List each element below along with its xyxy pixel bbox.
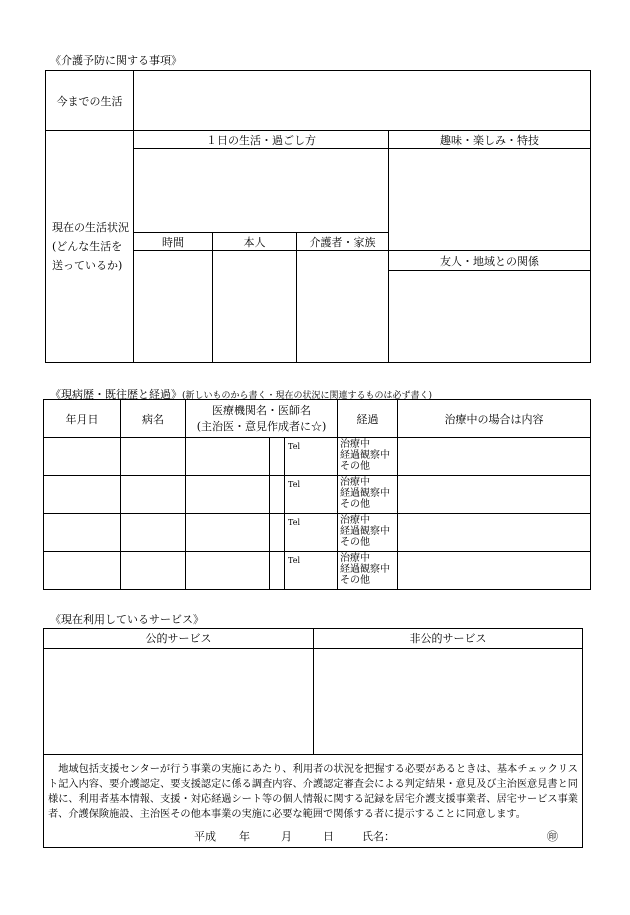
- option-observation[interactable]: 経過観察中: [340, 450, 390, 461]
- option-treating[interactable]: 治療中: [340, 515, 370, 526]
- time-header: 時間: [134, 233, 213, 251]
- seal-mark: ㊞: [547, 830, 558, 843]
- progress-options: [338, 514, 398, 552]
- private-service-header: 非公的サービス: [314, 629, 582, 649]
- option-other[interactable]: その他: [340, 461, 370, 472]
- disease-field[interactable]: [121, 438, 186, 476]
- table-row: [44, 438, 591, 476]
- date-field[interactable]: [44, 476, 121, 514]
- disease-field[interactable]: [121, 552, 186, 590]
- public-service-header: 公的サービス: [44, 629, 314, 649]
- tel-field[interactable]: [285, 476, 338, 514]
- public-service-field[interactable]: [44, 649, 314, 754]
- option-treating[interactable]: 治療中: [340, 477, 370, 488]
- tel-field[interactable]: [285, 514, 338, 552]
- tel-label: Tel: [288, 442, 301, 451]
- name-field[interactable]: [399, 828, 549, 841]
- star-field[interactable]: [270, 552, 285, 590]
- disease-header: 病名: [121, 400, 186, 438]
- treatment-field[interactable]: [398, 514, 591, 552]
- date-field[interactable]: [44, 552, 121, 590]
- name-label: 氏名：: [362, 830, 395, 843]
- option-other[interactable]: その他: [340, 499, 370, 510]
- progress-header: 経過: [338, 400, 398, 438]
- option-other[interactable]: その他: [340, 537, 370, 548]
- tel-label: Tel: [288, 480, 301, 489]
- option-observation[interactable]: 経過観察中: [340, 526, 390, 537]
- tel-field[interactable]: [285, 552, 338, 590]
- family-header: 介護者・家族: [297, 233, 389, 251]
- institution-field[interactable]: [186, 476, 270, 514]
- institution-header: 医療機関名・医師名 (主治医・意見作成者に☆): [186, 400, 338, 438]
- table-row: [44, 514, 591, 552]
- medical-history-table: [43, 399, 591, 590]
- date-field[interactable]: [44, 514, 121, 552]
- table-row: [44, 476, 591, 514]
- tel-field[interactable]: [285, 438, 338, 476]
- daily-life-header: １日の生活・過ごし方: [134, 131, 389, 149]
- era-label: 平成: [194, 830, 216, 843]
- date-header: 年月日: [44, 400, 121, 438]
- table-row: [44, 552, 591, 590]
- disease-field[interactable]: [121, 514, 186, 552]
- services-box: [43, 628, 583, 848]
- hobby-header: 趣味・楽しみ・特技: [389, 131, 591, 149]
- institution-field[interactable]: [186, 514, 270, 552]
- signature-line: [44, 828, 582, 842]
- day-label: 日: [323, 830, 334, 843]
- section3-title: 《現在利用しているサービス》: [50, 613, 204, 626]
- option-observation[interactable]: 経過観察中: [340, 564, 390, 575]
- option-treating[interactable]: 治療中: [340, 439, 370, 450]
- consent-text: 地域包括支援センターが行う事業の実施にあたり、利用者の状況を把握する必要があるときは、基本チェックリスト記入内容、要介護認定、要支援認定に係る調査内容、介護認定審査会による判定結果・意見及び主治医意見書と同様に、利用者基本情報、支援・対応経過シート等の個人情報に関する記録を居宅介護支援事業者、居宅サービス事業者、介護保険施設、主治医その他本事業の実施に必要な範囲で関係する者に提示することに同意します。: [48, 764, 578, 820]
- progress-options: [338, 438, 398, 476]
- family-field[interactable]: [297, 251, 389, 363]
- tel-label: Tel: [288, 518, 301, 527]
- section1-title: 《介護予防に関する事項》: [50, 54, 182, 67]
- time-field[interactable]: [134, 251, 213, 363]
- treatment-field[interactable]: [398, 476, 591, 514]
- star-field[interactable]: [270, 476, 285, 514]
- section2-note: (新しいものから書く・現在の状況に関連するものは必ず書く): [182, 391, 433, 401]
- star-field[interactable]: [270, 514, 285, 552]
- treatment-header: 治療中の場合は内容: [398, 400, 591, 438]
- self-header: 本人: [213, 233, 297, 251]
- self-field[interactable]: [213, 251, 297, 363]
- star-field[interactable]: [270, 438, 285, 476]
- past-life-field[interactable]: [134, 71, 591, 131]
- month-label: 月: [281, 830, 292, 843]
- daily-life-field[interactable]: [134, 149, 389, 233]
- option-other[interactable]: その他: [340, 575, 370, 586]
- date-field[interactable]: [44, 438, 121, 476]
- disease-field[interactable]: [121, 476, 186, 514]
- option-observation[interactable]: 経過観察中: [340, 488, 390, 499]
- divider: [44, 754, 582, 755]
- friends-field[interactable]: [389, 271, 591, 363]
- current-life-label-cell: [46, 131, 134, 363]
- progress-options: [338, 476, 398, 514]
- institution-field[interactable]: [186, 552, 270, 590]
- institution-field[interactable]: [186, 438, 270, 476]
- friends-header: 友人・地域との関係: [389, 251, 591, 271]
- private-service-field[interactable]: [314, 649, 582, 754]
- tel-label: Tel: [288, 556, 301, 565]
- year-label: 年: [239, 830, 250, 843]
- progress-options: [338, 552, 398, 590]
- hobby-field[interactable]: [389, 149, 591, 251]
- option-treating[interactable]: 治療中: [340, 553, 370, 564]
- treatment-field[interactable]: [398, 552, 591, 590]
- current-life-label: 現在の生活状況(どんな生活を送っているか): [52, 221, 129, 272]
- treatment-field[interactable]: [398, 438, 591, 476]
- section2-title: 《現病歴・既往歴と経過》: [50, 388, 182, 401]
- past-life-label: 今までの生活: [56, 94, 123, 108]
- past-life-label-cell: [46, 71, 134, 131]
- care-prevention-table: [45, 70, 591, 363]
